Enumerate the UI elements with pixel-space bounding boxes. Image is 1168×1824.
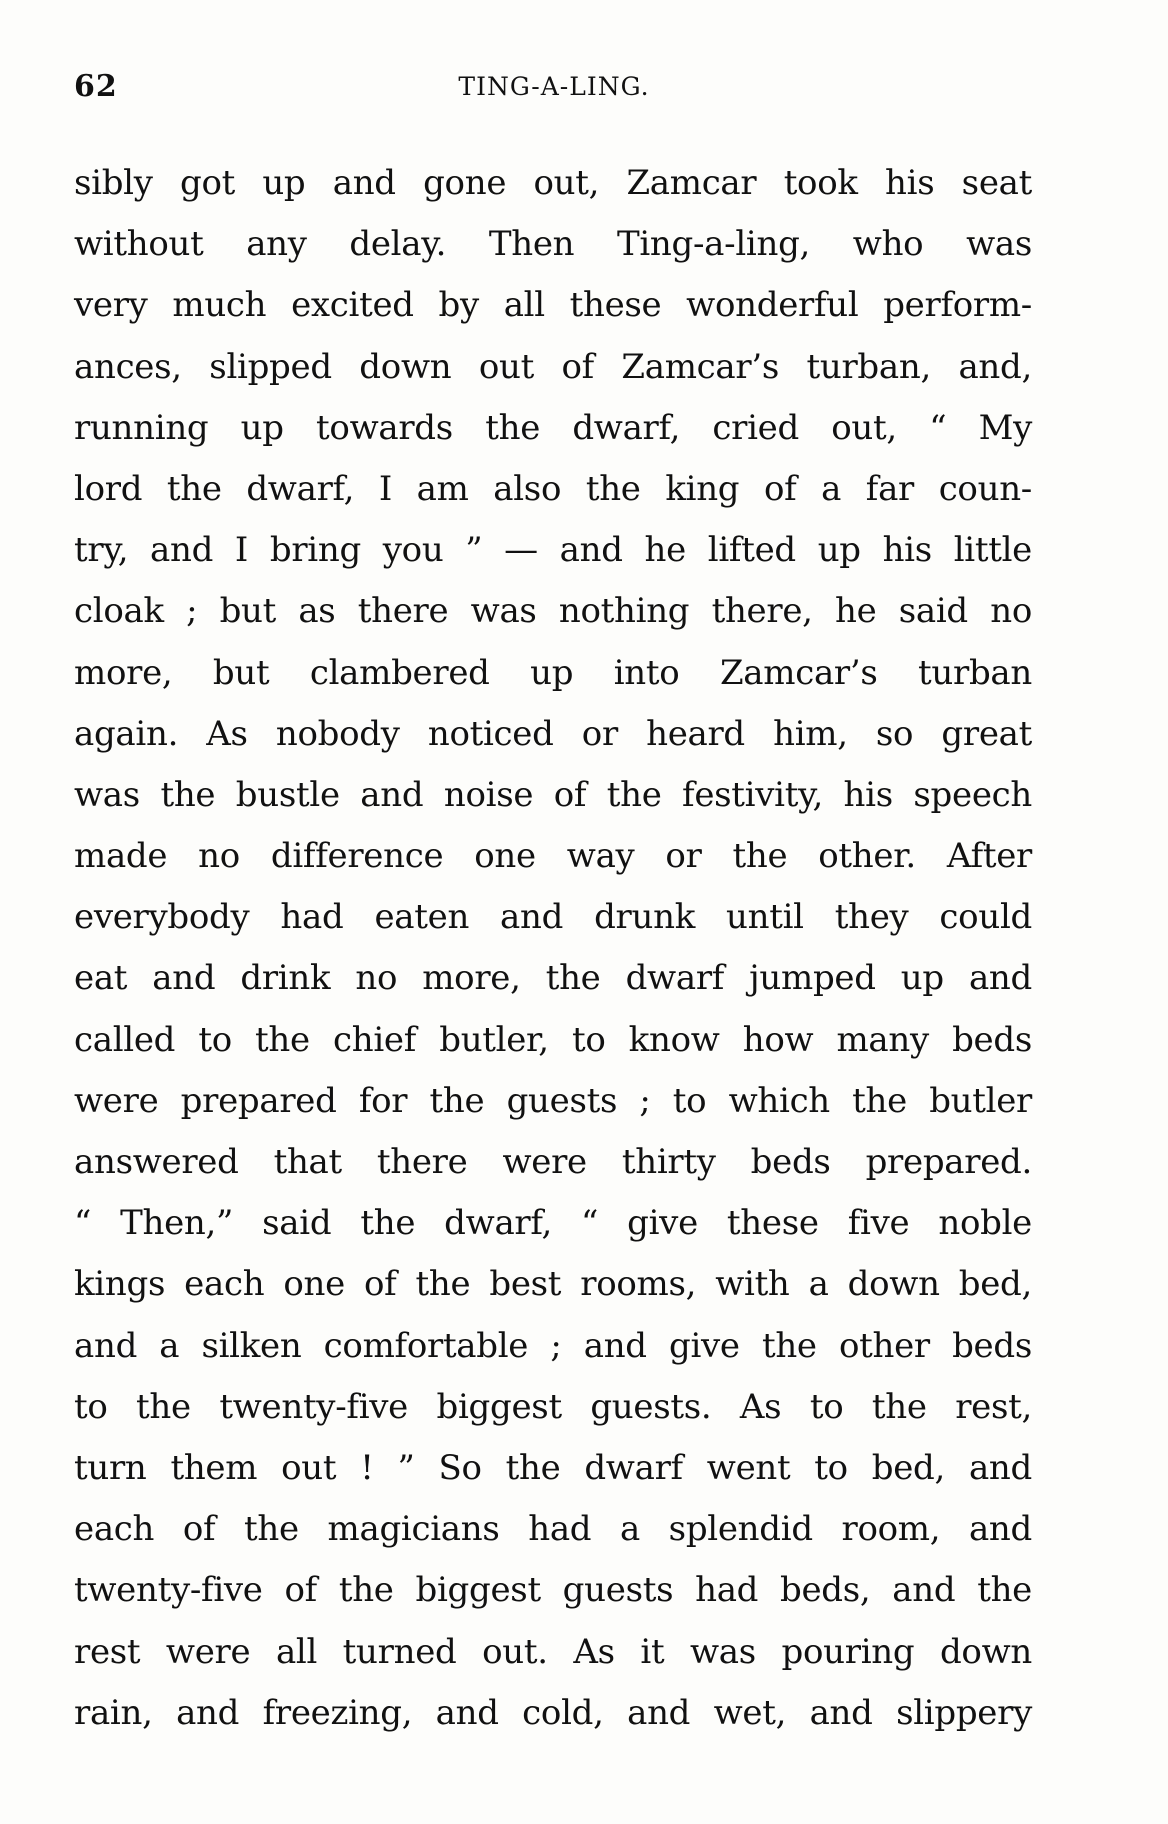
- text-line: turn them out ! ” So the dwarf went to bed, and: [74, 1447, 1032, 1488]
- text-line: eat and drink no more, the dwarf jumped up and: [74, 958, 1032, 999]
- text-line: and a silken comfortable ; and give the other beds: [74, 1325, 1032, 1366]
- page-number: 62: [74, 69, 118, 104]
- text-line: again. As nobody noticed or heard him, so great: [74, 713, 1032, 754]
- text-line: more, but clambered up into Zamcar’s turban: [74, 652, 1032, 693]
- text-line: was the bustle and noise of the festivity, his speech: [74, 774, 1032, 815]
- text-line: each of the magicians had a splendid room, and: [74, 1509, 1032, 1550]
- text-line: ances, slipped down out of Zamcar’s turban, and,: [74, 346, 1032, 387]
- text-line: everybody had eaten and drunk until they could: [74, 897, 1032, 938]
- text-line: were prepared for the guests ; to which the butler: [74, 1080, 1032, 1121]
- text-line: twenty-five of the biggest guests had beds, and the: [74, 1570, 1032, 1611]
- text-line: very much excited by all these wonderful perform-: [74, 285, 1032, 326]
- text-line: running up towards the dwarf, cried out, “ My: [74, 407, 1032, 448]
- page-header: [74, 62, 1034, 112]
- text-line: lord the dwarf, I am also the king of a far coun-: [74, 468, 1032, 509]
- text-line: “ Then,” said the dwarf, “ give these five noble: [74, 1203, 1032, 1244]
- text-line: try, and I bring you ” — and he lifted up his little: [74, 530, 1032, 571]
- text-line: to the twenty-five biggest guests. As to the rest,: [74, 1386, 1032, 1427]
- text-line: answered that there were thirty beds prepared.: [74, 1142, 1032, 1182]
- text-line: rain, and freezing, and cold, and wet, and slippery: [74, 1692, 1032, 1733]
- text-line: sibly got up and gone out, Zamcar took his seat: [74, 163, 1032, 203]
- text-line: kings each one of the best rooms, with a down bed,: [74, 1264, 1032, 1305]
- running-head: TING-A-LING.: [458, 72, 650, 101]
- body-text: [74, 153, 1032, 1744]
- text-line: made no difference one way or the other. After: [74, 836, 1032, 877]
- text-line: without any delay. Then Ting-a-ling, who was: [74, 224, 1032, 265]
- text-line: called to the chief butler, to know how many beds: [74, 1019, 1032, 1060]
- text-line: cloak ; but as there was nothing there, he said no: [74, 591, 1032, 632]
- text-line: rest were all turned out. As it was pouring down: [74, 1631, 1032, 1672]
